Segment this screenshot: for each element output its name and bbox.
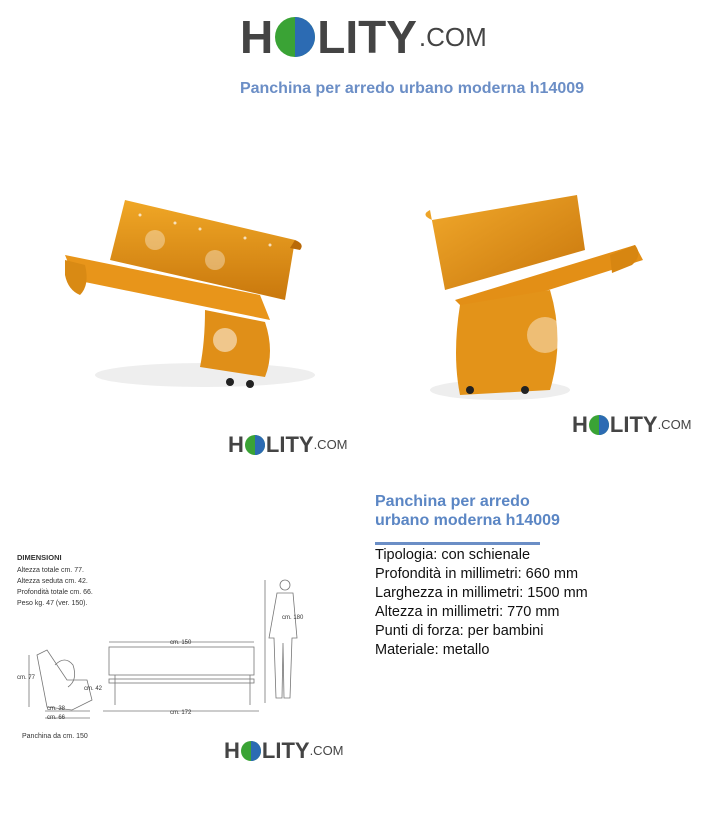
title-divider: [375, 542, 540, 545]
logo-lity: LITY: [317, 11, 417, 63]
dimension-line: Peso kg. 47 (ver. 150).: [17, 600, 88, 607]
label-w150: cm. 150: [170, 640, 192, 646]
logo-domain: .COM: [309, 743, 344, 758]
logo-o-icon: [245, 435, 265, 455]
logo-o-icon: [275, 17, 315, 57]
bench-image-side: [415, 185, 650, 405]
spec-item: Larghezza in millimetri: 1500 mm: [375, 585, 588, 601]
dimension-line: Profondità totale cm. 66.: [17, 589, 93, 596]
logo-domain: .COM: [657, 417, 692, 432]
label-w172: cm. 172: [170, 710, 192, 716]
logo-lity: LITY: [265, 432, 314, 457]
logo-lity: LITY: [609, 412, 658, 437]
spec-item: Altezza in millimetri: 770 mm: [375, 604, 560, 620]
product-title: [375, 492, 615, 530]
brand-logo-small-1: [228, 434, 348, 456]
bench-image-front: [55, 190, 315, 400]
logo-domain: .COM: [418, 22, 487, 52]
label-h42: cm. 42: [84, 686, 103, 692]
product-title-line1: Panchina per arredo: [375, 493, 530, 510]
brand-logo: [240, 11, 487, 63]
page-title: Panchina per arredo urbano moderna h14009: [239, 80, 585, 97]
spec-list: [375, 546, 588, 660]
spec-item: Punti di forza: per bambini: [375, 623, 544, 639]
label-person: cm. 180: [282, 615, 304, 621]
technical-drawing: [15, 575, 315, 725]
dimension-line: Altezza totale cm. 77.: [17, 567, 84, 574]
logo-lity: LITY: [261, 738, 310, 763]
product-title-line2: urbano moderna h14009: [375, 512, 560, 529]
logo-domain: .COM: [313, 437, 348, 452]
spec-item: Materiale: metallo: [375, 642, 490, 658]
brand-logo-small-3: [224, 740, 344, 762]
label-d38: cm. 38: [47, 706, 66, 712]
drawing-caption: Panchina da cm. 150: [22, 733, 88, 740]
label-h77: cm. 77: [17, 675, 36, 681]
logo-o-icon: [589, 415, 609, 435]
logo-h: H: [224, 738, 240, 763]
spec-item: Profondità in millimetri: 660 mm: [375, 566, 579, 582]
logo-h: H: [240, 11, 274, 63]
logo-o-icon: [241, 741, 261, 761]
logo-h: H: [228, 432, 244, 457]
brand-logo-small-2: [572, 414, 692, 436]
logo-h: H: [572, 412, 588, 437]
dimension-line: Altezza seduta cm. 42.: [17, 578, 88, 585]
spec-item: Tipologia: con schienale: [375, 547, 531, 563]
dimensions-heading: DIMENSIONI: [17, 553, 62, 562]
label-d66: cm. 66: [47, 715, 66, 721]
